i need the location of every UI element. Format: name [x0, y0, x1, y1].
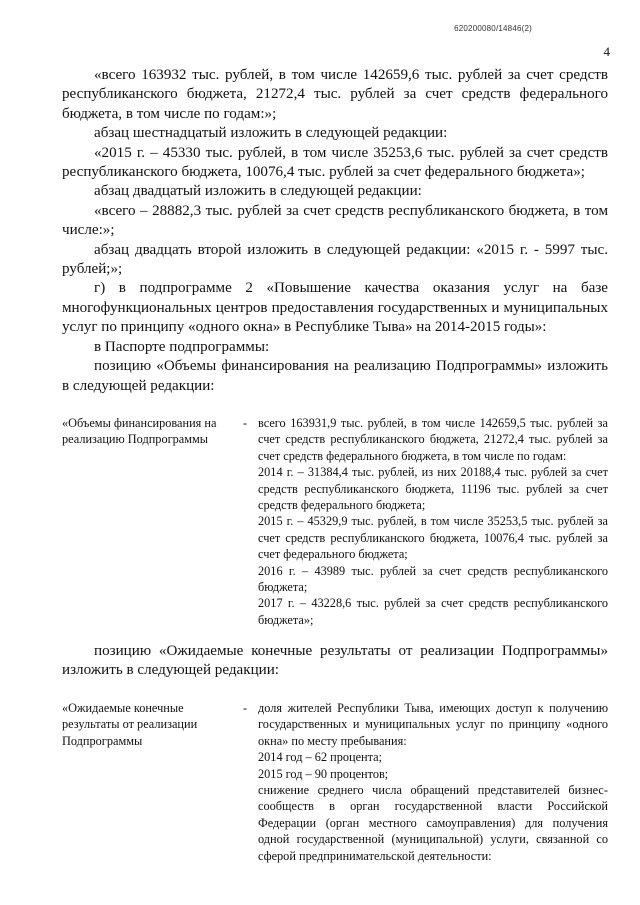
content-line: доля жителей Республики Тыва, имеющих доступ к получению государственных и муниципальных услуг по принципу «одного окна» по месту пребывания:: [258, 701, 608, 748]
content-line: 2015 год – 90 процентов;: [258, 766, 389, 781]
position-content: [258, 415, 608, 628]
paragraph: «всего – 28882,3 тыс. рублей за счет средств республиканского бюджета, в том числе:»;: [62, 202, 608, 239]
content-line: 2014 г. – 31384,4 тыс. рублей, из них 20188,4 тыс. рублей за счет средств республиканского бюджета, 11196 тыс. рублей за счет средств федерального бюджета;: [258, 465, 608, 513]
dash-separator: -: [242, 416, 248, 430]
content-line: снижение среднего числа обращений представителей бизнес-сообществ в орган государственной власти Российской Федерации (орган местного самоуправления) для получения одной государственной (муниципальной) услуги, связанной со сферой предпринимательской деятельности:: [258, 783, 608, 863]
body-text: [62, 66, 608, 396]
position-label: «Ожидаемые конечные результаты от реализации Подпрограммы: [62, 701, 198, 748]
dash-separator: -: [242, 701, 248, 715]
paragraph: «2015 г. – 45330 тыс. рублей, в том числе 35253,6 тыс. рублей за счет средств республиканского бюджета, 10076,4 тыс. рублей за счет федерального бюджета»;: [62, 144, 608, 181]
paragraph: г) в подпрограмме 2 «Повышение качества оказания услуг на базе многофункциональных центров предоставления государственных и муниципальных услуг по принципу «одного окна» в Республике Тыва» на 2014-2015 годы»:: [62, 280, 608, 336]
paragraph: абзац двадцатый изложить в следующей редакции:: [94, 183, 422, 200]
financing-table: [62, 415, 608, 628]
page-number: 4: [603, 44, 610, 59]
position-content: [258, 700, 608, 864]
paragraph: «всего 163932 тыс. рублей, в том числе 142659,6 тыс. рублей за счет средств республиканского бюджета, 21272,4 тыс. рублей за счет средств федерального бюджета, в том числе по годам:»;: [62, 67, 608, 122]
doc-code: 620200080/14846(2): [454, 24, 532, 33]
content-line: 2014 год – 62 процента;: [258, 750, 383, 765]
paragraph: в Паспорте подпрограммы:: [94, 338, 270, 355]
content-line: всего 163931,9 тыс. рублей, в том числе 142659,5 тыс. рублей за счет средств республиканского бюджета, 21272,4 тыс. рублей за счет средств федерального бюджета, в том числе по годам:: [258, 416, 608, 463]
table-row: [62, 700, 608, 864]
position-label: «Объемы финансирования на реализацию Подпрограммы: [62, 416, 217, 447]
mid-text: [62, 642, 608, 680]
results-table: [62, 700, 608, 864]
content-line: 2017 г. – 43228,6 тыс. рублей за счет средств республиканского бюджета»;: [258, 596, 608, 627]
content-line: 2015 г. – 45329,9 тыс. рублей, в том числе 35253,5 тыс. рублей за счет средств республиканского бюджета, 10076,4 тыс. рублей за счет федерального бюджета;: [258, 514, 608, 562]
table-row: [62, 415, 608, 628]
paragraph: абзац шестнадцатый изложить в следующей редакции:: [94, 125, 448, 142]
paragraph: позицию «Ожидаемые конечные результаты от реализации Подпрограммы» изложить в следующей редакции:: [62, 643, 608, 678]
content-line: 2016 г. – 43989 тыс. рублей за счет средств республиканского бюджета;: [258, 563, 608, 595]
paragraph: абзац двадцать второй изложить в следующей редакции: «2015 г. - 5997 тыс. рублей;»;: [62, 241, 608, 278]
paragraph: позицию «Объемы финансирования на реализацию Подпрограммы» изложить в следующей редакции:: [62, 358, 608, 394]
